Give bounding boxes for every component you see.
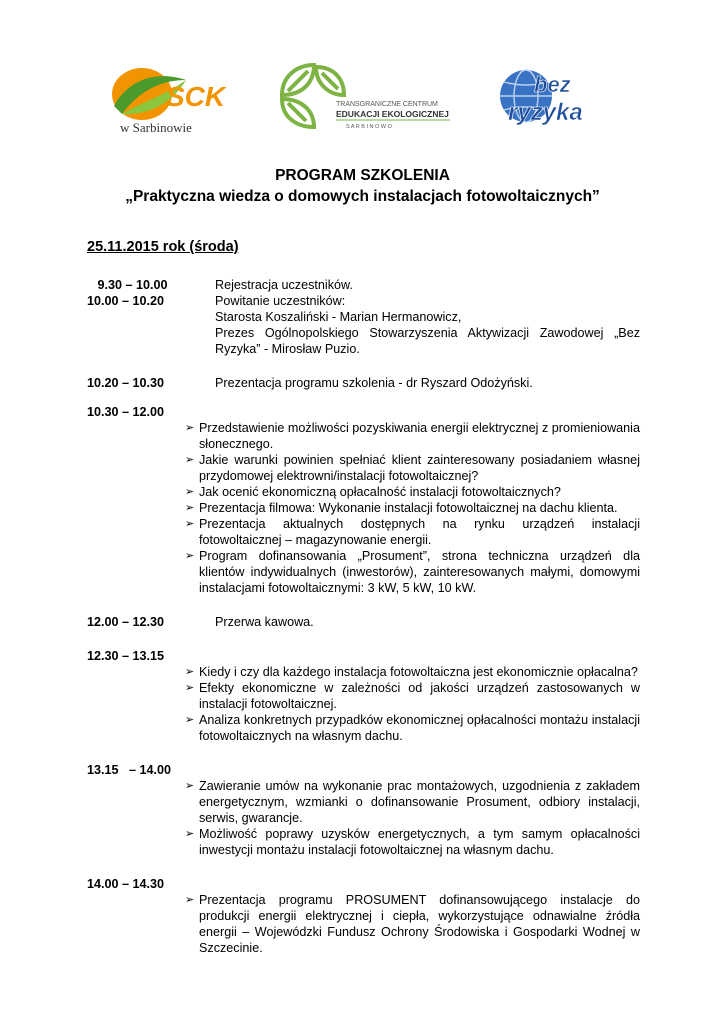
tceek-logo: [278, 57, 458, 132]
list-item: [185, 516, 640, 548]
agenda-time: 9.30 – 10.00: [87, 278, 168, 292]
agenda-text: Rejestracja uczestników.: [215, 278, 353, 292]
bullet-list: [185, 778, 640, 858]
agenda-time: 12.30 – 13.15: [87, 649, 165, 663]
list-item: [185, 484, 640, 500]
bullet-list: [185, 664, 640, 744]
agenda-content: [215, 375, 640, 391]
arrowhead-icon: ➢: [185, 454, 195, 466]
bullet-text: Przedstawienie możliwości pozyskiwania energii elektrycznej z promieniowania słonecznego.: [199, 421, 640, 451]
bullet-text: Prezentacja aktualnych dostępnych na rynku urządzeń instalacji fotowoltaicznej – magazynowanie energii.: [199, 517, 640, 547]
list-item: [185, 452, 640, 484]
agenda-time: 10.30 – 12.00: [87, 405, 165, 419]
document-subtitle: „Praktyczna wiedza o domowych instalacjach fotowoltaicznych”: [125, 188, 600, 205]
bez-ryzyka-logo: [498, 62, 610, 132]
agenda-content: [215, 277, 640, 293]
list-item: [185, 712, 640, 744]
agenda-item: [87, 277, 640, 293]
agenda-item: [87, 614, 640, 630]
list-item: [185, 680, 640, 712]
arrowhead-icon: ➢: [185, 422, 195, 434]
agenda-text: Prezentacja programu szkolenia - dr Ryszard Odożyński.: [215, 376, 533, 390]
list-item: [185, 420, 640, 452]
arrowhead-icon: ➢: [185, 828, 195, 840]
arrowhead-icon: ➢: [185, 486, 195, 498]
agenda-content: [215, 614, 640, 630]
leaf-icon: [282, 65, 344, 127]
agenda-text: Powitanie uczestników:: [215, 294, 346, 308]
arrowhead-icon: ➢: [185, 518, 195, 530]
event-date: 25.11.2015 rok (środa): [87, 239, 239, 255]
bullet-list: [185, 892, 640, 956]
bullet-text: Zawieranie umów na wykonanie prac montażowych, uzgodnienia z zakładem energetycznym, wzmianki o dofinansowanie Prosument, odbiory instalacji, serwis, gwarancje.: [199, 779, 640, 825]
sck-logo-subtitle: w Sarbinowie: [120, 120, 192, 135]
agenda-time: 10.20 – 10.30: [87, 376, 165, 390]
bullet-text: Program dofinansowania „Prosument”, strona techniczna urządzeń dla klientów indywidualnych (inwestorów), zainteresowanych małymi, domowymi instalacjami fotowoltaicznymi: 3 kW, 5 kW, 10 kW.: [199, 549, 640, 595]
agenda-content: [215, 293, 640, 357]
arrowhead-icon: ➢: [185, 550, 195, 562]
list-item: [185, 664, 640, 680]
agenda-item: [87, 876, 640, 892]
agenda-item: [87, 404, 640, 420]
list-item: [185, 500, 640, 516]
bullet-text: Jak ocenić ekonomiczną opłacalność instalacji fotowoltaicznych?: [199, 485, 561, 499]
sck-logo-text: SCK: [166, 81, 226, 112]
logo-bar: [0, 52, 725, 140]
agenda: [87, 277, 640, 956]
arrowhead-icon: ➢: [185, 714, 195, 726]
agenda-text: Prezes Ogólnopolskiego Stowarzyszenia Aktywizacji Zawodowej „Bez Ryzyka” - Mirosław Puzio.: [215, 326, 640, 356]
bullet-text: Prezentacja filmowa: Wykonanie instalacji fotowoltaicznej na dachu klienta.: [199, 501, 618, 515]
arrowhead-icon: ➢: [185, 666, 195, 678]
arrowhead-icon: ➢: [185, 502, 195, 514]
arrowhead-icon: ➢: [185, 894, 195, 906]
bez-ryzyka-line1: bez: [534, 72, 571, 97]
bullet-text: Kiedy i czy dla każdego instalacja fotowoltaiczna jest ekonomicznie opłacalna?: [199, 665, 638, 679]
agenda-text: Starosta Koszaliński - Marian Hermanowicz,: [215, 310, 462, 324]
agenda-item: [87, 648, 640, 664]
agenda-time: 12.00 – 12.30: [87, 615, 165, 629]
agenda-time: 13.15 – 14.00: [87, 763, 172, 777]
agenda-item: [87, 762, 640, 778]
list-item: [185, 548, 640, 596]
bullet-text: Możliwość poprawy uzysków energetycznych, a tym samym opłacalności inwestycji montażu instalacji fotowoltaicznej na własnym dachu.: [199, 827, 640, 857]
tceek-line2: EDUKACJI EKOLOGICZNEJ: [336, 109, 449, 119]
document-title: PROGRAM SZKOLENIA: [275, 167, 450, 184]
agenda-time: 10.00 – 10.20: [87, 294, 165, 308]
sck-logo: [108, 62, 228, 137]
bullet-text: Analiza konkretnych przypadków ekonomicznej opłacalności montażu instalacji fotowoltaicznych na własnym dachu.: [199, 713, 640, 743]
agenda-item: [87, 293, 640, 357]
list-item: [185, 778, 640, 826]
arrowhead-icon: ➢: [185, 780, 195, 792]
bullet-text: Efekty ekonomiczne w zależności od jakości urządzeń zastosowanych w instalacji fotowoltaicznej.: [199, 681, 640, 711]
bullet-text: Jakie warunki powinien spełniać klient zainteresowany posiadaniem własnej przydomowej elektrowni/instalacji fotowoltaicznej?: [199, 453, 640, 483]
bez-ryzyka-line2: ryzyka: [508, 99, 583, 126]
list-item: [185, 892, 640, 956]
agenda-time: 14.00 – 14.30: [87, 877, 165, 891]
tceek-line3: S A R B I N O W O: [346, 124, 392, 130]
tceek-line1: TRANSGRANICZNE CENTRUM: [336, 101, 438, 108]
arrowhead-icon: ➢: [185, 682, 195, 694]
agenda-text: Przerwa kawowa.: [215, 615, 314, 629]
agenda-item: [87, 375, 640, 391]
bullet-text: Prezentacja programu PROSUMENT dofinansowującego instalacje do produkcji energii elektrycznej i ciepła, wykorzystujące odnawialne źródła energii – Wojewódzki Fundusz Ochrony Środowiska i Gospodarki Wodnej w Szczecinie.: [199, 893, 640, 955]
bullet-list: [185, 420, 640, 596]
list-item: [185, 826, 640, 858]
